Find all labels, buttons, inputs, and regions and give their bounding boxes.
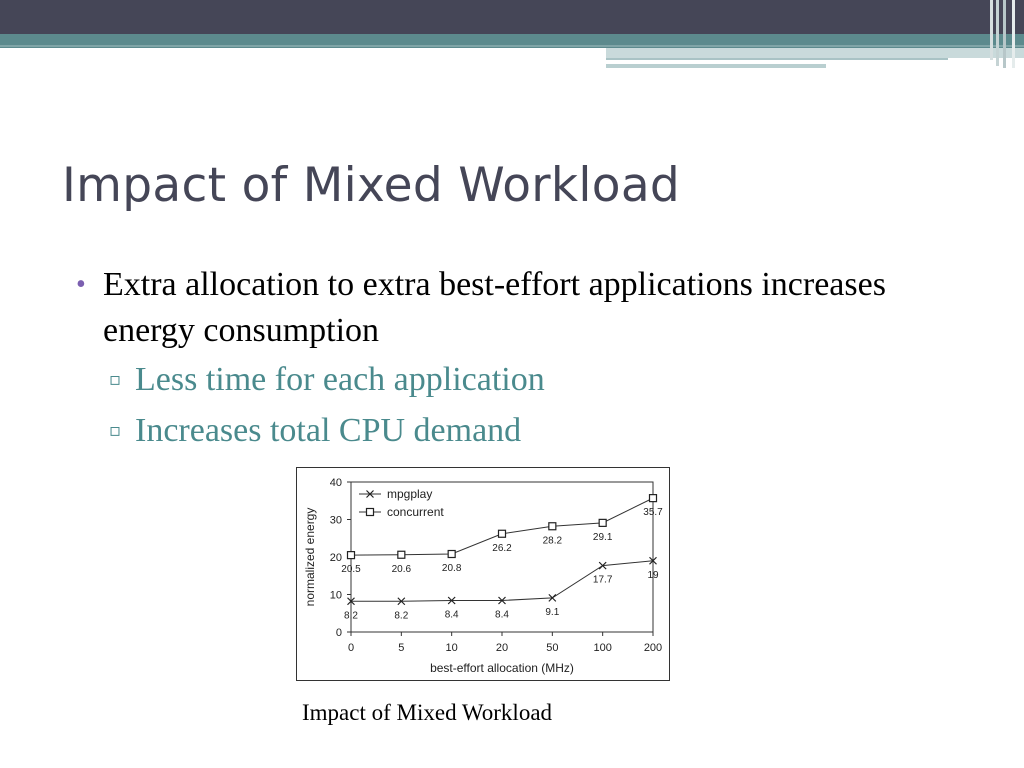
data-label: 9.1 xyxy=(545,606,560,618)
y-tick-label: 30 xyxy=(329,514,342,527)
banner-line xyxy=(0,45,1024,47)
concurrent-point xyxy=(549,523,556,530)
slide-title: Impact of Mixed Workload xyxy=(62,158,681,213)
square-bullet-icon: ▫ xyxy=(109,420,122,441)
data-label: 20.8 xyxy=(441,563,462,574)
data-label: 19 xyxy=(647,569,659,581)
concurrent-point xyxy=(348,552,355,559)
bullet-dot-icon: • xyxy=(76,269,86,300)
banner-light-band xyxy=(606,48,1024,58)
data-label: 28.2 xyxy=(542,535,563,547)
subbullet-item xyxy=(76,406,976,456)
chart-svg xyxy=(297,468,669,680)
energy-chart xyxy=(296,467,670,681)
banner-stripe xyxy=(1003,0,1006,68)
banner-stripe xyxy=(996,0,999,66)
data-label: 35.7 xyxy=(643,507,663,519)
data-label: 8.2 xyxy=(344,610,358,622)
banner-stripe xyxy=(990,0,993,60)
banner-dark-band xyxy=(0,0,1024,34)
data-label: 17.7 xyxy=(592,574,613,586)
x-tick-label: 50 xyxy=(546,642,559,654)
legend-label: mpgplay xyxy=(387,487,433,501)
y-tick-label: 40 xyxy=(329,477,342,489)
concurrent-point xyxy=(650,495,657,502)
x-tick-label: 200 xyxy=(643,642,663,654)
y-tick-label: 10 xyxy=(329,589,342,602)
concurrent-point xyxy=(599,519,606,526)
x-tick-label: 5 xyxy=(398,642,405,654)
legend-marker-square xyxy=(367,509,374,516)
subbullet-text: Increases total CPU demand xyxy=(135,412,522,449)
banner-line xyxy=(606,58,948,60)
y-axis-label: normalized energy xyxy=(303,507,317,607)
x-tick-label: 0 xyxy=(347,642,355,654)
data-label: 8.4 xyxy=(495,609,509,621)
figure-caption: Impact of Mixed Workload xyxy=(302,700,553,725)
square-bullet-icon: ▫ xyxy=(109,369,122,390)
data-label: 8.4 xyxy=(444,609,459,621)
data-label: 20.6 xyxy=(391,563,412,575)
concurrent-point xyxy=(398,551,405,558)
banner-line xyxy=(606,64,826,68)
bullet-text: Extra allocation to extra best-effort applications increases energy consumption xyxy=(103,266,886,349)
y-tick-label: 0 xyxy=(335,627,342,639)
data-label: 29.1 xyxy=(592,531,613,543)
data-label: 26.2 xyxy=(492,542,512,554)
subbullet-item xyxy=(76,355,976,405)
legend-label: concurrent xyxy=(387,505,444,519)
data-label: 8.2 xyxy=(394,610,409,622)
concurrent-point xyxy=(448,551,455,558)
x-axis-label: best-effort allocation (MHz) xyxy=(430,661,574,675)
data-label: 20.5 xyxy=(341,564,361,576)
x-tick-label: 20 xyxy=(495,642,509,654)
concurrent-point xyxy=(499,530,506,537)
x-tick-label: 10 xyxy=(445,642,458,654)
bullet-item xyxy=(76,262,976,354)
y-tick-label: 20 xyxy=(329,552,342,564)
bullet-list xyxy=(76,262,976,456)
subbullet-text: Less time for each application xyxy=(135,361,545,398)
x-tick-label: 100 xyxy=(593,642,612,654)
banner-stripe xyxy=(1012,0,1015,68)
